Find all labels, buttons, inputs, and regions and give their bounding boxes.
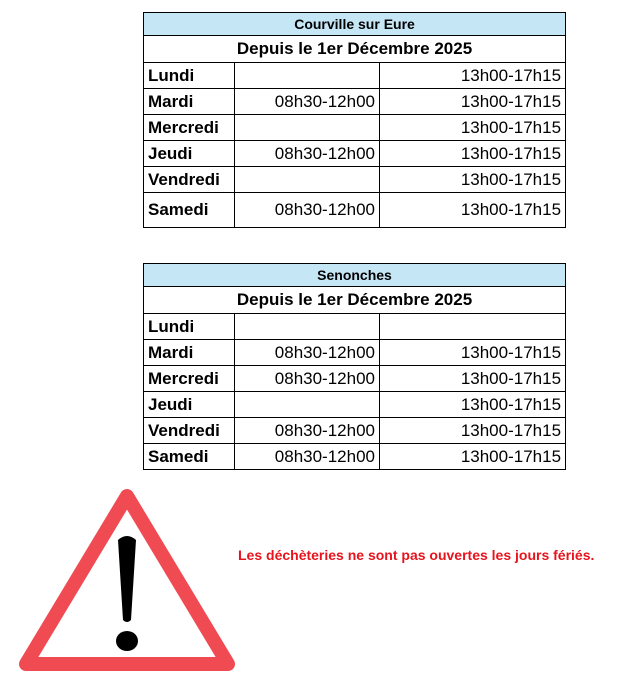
table-row [144, 193, 566, 228]
table-row [144, 115, 566, 141]
morning-hours: 08h30-12h00 [235, 418, 380, 444]
afternoon-hours: 13h00-17h15 [380, 89, 566, 115]
table-row [144, 63, 566, 89]
day-cell: Jeudi [144, 392, 235, 418]
afternoon-hours: 13h00-17h15 [380, 141, 566, 167]
since-date: Depuis le 1er Décembre 2025 [144, 287, 566, 314]
morning-hours [235, 63, 380, 89]
table-row [144, 141, 566, 167]
table-row [144, 340, 566, 366]
table-row [144, 366, 566, 392]
morning-hours [235, 115, 380, 141]
day-cell: Mercredi [144, 115, 235, 141]
morning-hours: 08h30-12h00 [235, 193, 380, 228]
holiday-closure-notice: Les déchèteries ne sont pas ouvertes les jours fériés. [238, 547, 595, 563]
table-row [144, 444, 566, 470]
day-cell: Mardi [144, 89, 235, 115]
morning-hours: 08h30-12h00 [235, 141, 380, 167]
afternoon-hours: 13h00-17h15 [380, 392, 566, 418]
schedule-table-courville [143, 12, 566, 228]
afternoon-hours [380, 314, 566, 340]
day-cell: Vendredi [144, 418, 235, 444]
day-cell: Jeudi [144, 141, 235, 167]
day-cell: Samedi [144, 444, 235, 470]
day-cell: Lundi [144, 314, 235, 340]
afternoon-hours: 13h00-17h15 [380, 444, 566, 470]
day-cell: Vendredi [144, 167, 235, 193]
morning-hours [235, 314, 380, 340]
afternoon-hours: 13h00-17h15 [380, 418, 566, 444]
morning-hours: 08h30-12h00 [235, 89, 380, 115]
day-cell: Lundi [144, 63, 235, 89]
table-title: Courville sur Eure [144, 13, 566, 36]
schedule-table-senonches [143, 263, 566, 470]
morning-hours [235, 392, 380, 418]
day-cell: Samedi [144, 193, 235, 228]
table-row [144, 392, 566, 418]
afternoon-hours: 13h00-17h15 [380, 366, 566, 392]
afternoon-hours: 13h00-17h15 [380, 340, 566, 366]
table-row [144, 167, 566, 193]
table-title: Senonches [144, 264, 566, 287]
morning-hours: 08h30-12h00 [235, 340, 380, 366]
day-cell: Mardi [144, 340, 235, 366]
since-date: Depuis le 1er Décembre 2025 [144, 36, 566, 63]
afternoon-hours: 13h00-17h15 [380, 63, 566, 89]
afternoon-hours: 13h00-17h15 [380, 115, 566, 141]
morning-hours: 08h30-12h00 [235, 366, 380, 392]
table-row [144, 89, 566, 115]
morning-hours [235, 167, 380, 193]
warning-triangle-icon [18, 488, 236, 674]
table-row [144, 314, 566, 340]
morning-hours: 08h30-12h00 [235, 444, 380, 470]
day-cell: Mercredi [144, 366, 235, 392]
table-row [144, 418, 566, 444]
afternoon-hours: 13h00-17h15 [380, 167, 566, 193]
afternoon-hours: 13h00-17h15 [380, 193, 566, 228]
